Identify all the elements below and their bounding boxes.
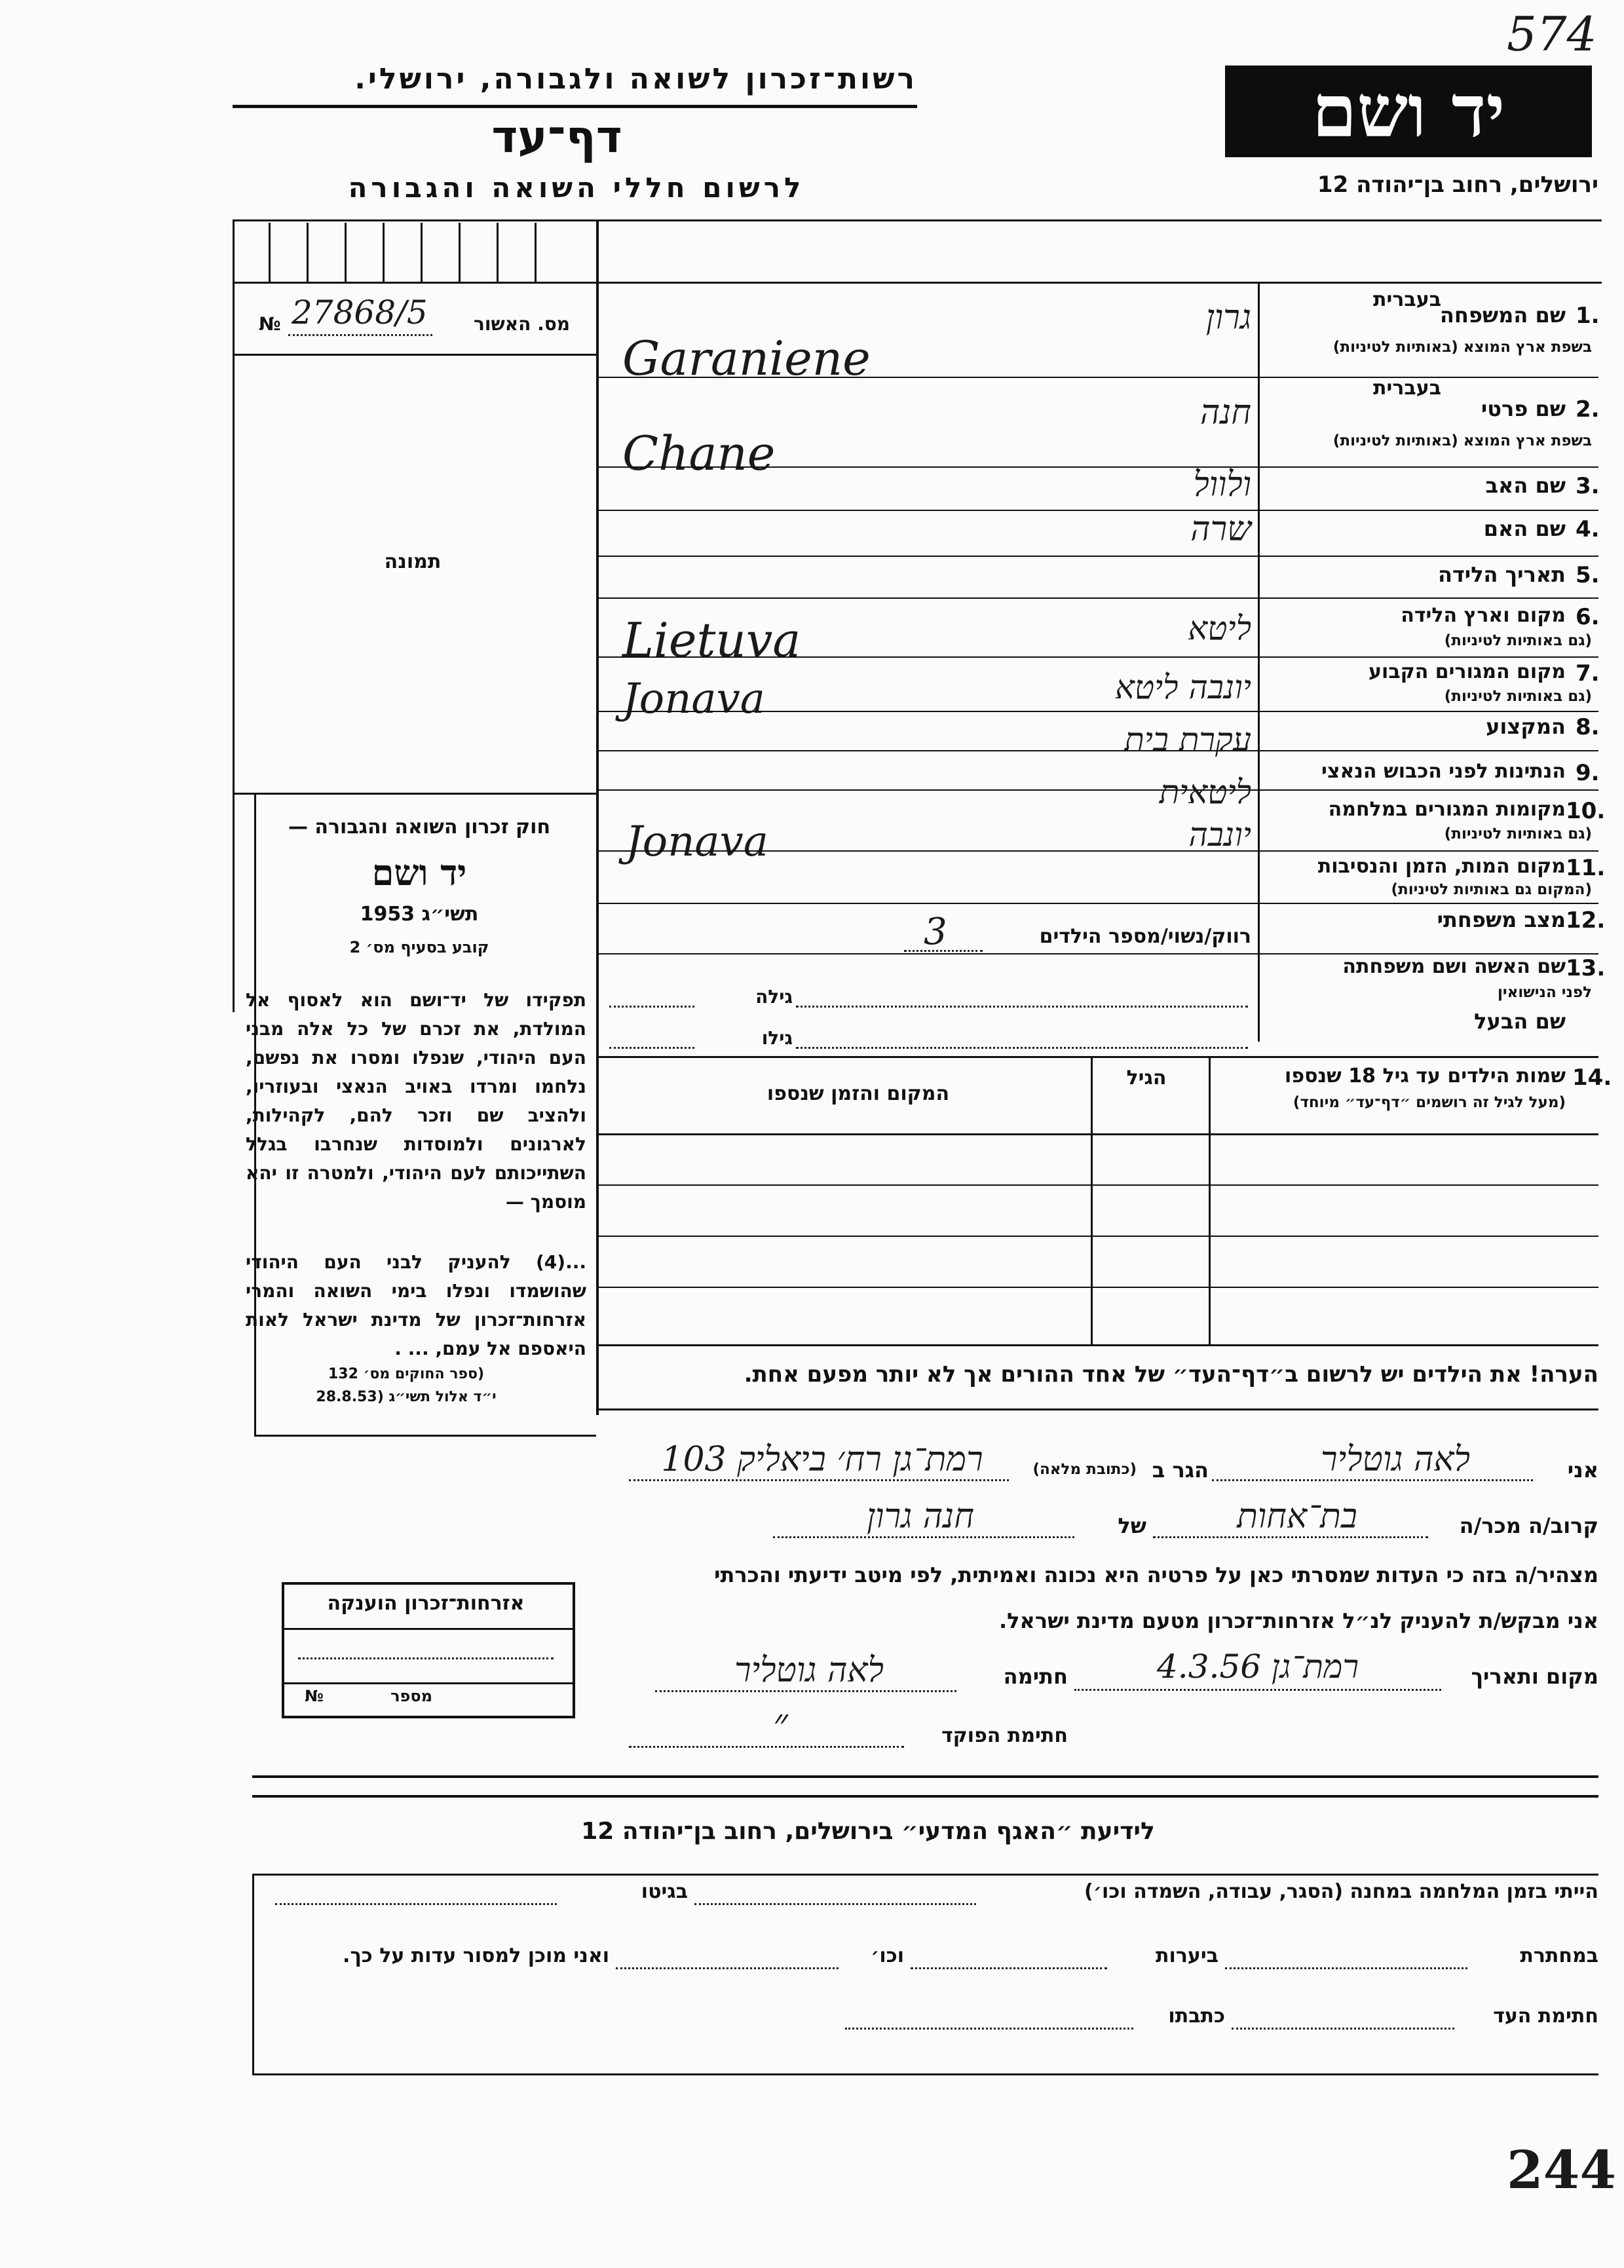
profession-label: המקצוע xyxy=(1486,714,1566,739)
husband-age-dotline xyxy=(609,1047,694,1049)
law-paragraph-1: תפקידו של יד־ושם הוא לאסוף אל המולדת, את זכרם של כל אלה מבני העם היהודי, שנפלו ומסרו את נפשם, נלחמו ומרדו באויב הנאצי ובעוזריו, ולהציב שם וזכר להם, לקהילות, לארגונים ולמוסדות שנחרבו בגלל השתייכותם לעם היהודי, ולמטרה זו יהא מוסמך — xyxy=(246,989,586,1213)
intel-line3-b-dotline xyxy=(845,2028,1133,2030)
children-row-rule xyxy=(596,1184,1598,1186)
decl-line1-mid: הגר ב xyxy=(1152,1458,1209,1483)
decl-officer-label: חתימת הפוקד xyxy=(941,1724,1068,1747)
citizenship-box-number-label: מספר xyxy=(390,1687,432,1705)
row-rule xyxy=(596,656,1598,658)
intel-title: לידיעת ״האגף המדעי״ בירושלים, רחוב בן־יהודה 12 xyxy=(581,1818,1155,1845)
note: הערה! את הילדים יש לרשום ב״דף־העד״ של אחד ההורים אך לא יותר מפעם אחת. xyxy=(744,1361,1598,1388)
row-rule xyxy=(596,377,1598,378)
citizenship-box-rule xyxy=(284,1628,573,1630)
field-num-7: 7. xyxy=(1576,660,1600,687)
husband-age-label: גילו xyxy=(761,1027,793,1049)
citizenship-box-no-mark: № xyxy=(305,1687,324,1705)
intel-line3-a: חתימת העד xyxy=(1493,2005,1598,2028)
intel-line1-b: בגיטו xyxy=(641,1880,688,1903)
intel-line2-b: ביערות xyxy=(1156,1944,1218,1967)
family-name-hebrew-value: גרון xyxy=(1205,298,1251,337)
decl-line1-label: אני xyxy=(1567,1458,1598,1483)
approval-box-line xyxy=(535,223,537,282)
residence-hebrew-value: יונבה ליטא xyxy=(1114,668,1251,706)
field-num-2: 2. xyxy=(1576,396,1600,423)
approval-box-line xyxy=(497,223,499,282)
given-name-label: שם פרטי xyxy=(1481,396,1566,421)
intel-bottom-rule xyxy=(252,2073,1598,2075)
children-row-rule xyxy=(596,1236,1598,1237)
field-num-13: 13. xyxy=(1566,955,1606,981)
field-num-5: 5. xyxy=(1576,562,1600,588)
decl-line4: אני מבקש/ת להעניק לנ״ל אזרחות־זכרון מטעם מדינת ישראל. xyxy=(999,1608,1598,1633)
intel-line2-b-dotline xyxy=(911,1967,1107,1969)
field-num-4: 4. xyxy=(1576,516,1600,542)
institution-line: רשות־זכרון לשואה ולגבורה, ירושלי. xyxy=(354,62,917,96)
wartime-residence-latin-value: Jonava xyxy=(626,818,768,866)
law-title: חוק זכרון השואה והגבורה — xyxy=(288,816,551,839)
note-rule xyxy=(596,1408,1598,1410)
children-header-rule xyxy=(596,1133,1598,1135)
field-num-10: 10. xyxy=(1566,798,1606,824)
intel-line2-c-dotline xyxy=(616,1967,839,1969)
intel-line2-d: ואני מוכן למסור עדות על כך. xyxy=(343,1944,609,1967)
given-name-latin-value: Chane xyxy=(622,426,776,481)
approval-value: 27868/5 xyxy=(292,293,428,331)
intel-line3-b: כתבתו xyxy=(1168,2005,1225,2028)
citizenship-label: הנתינות לפני הכבוש הנאצי xyxy=(1321,760,1566,783)
approval-dotline xyxy=(288,334,432,336)
wartime-residence-hebrew-value: יונבה xyxy=(1188,816,1251,854)
citizenship-box-dotline xyxy=(298,1657,554,1659)
law-box-bottom xyxy=(254,1435,596,1437)
approval-rule xyxy=(233,354,596,356)
children-bottom-rule xyxy=(596,1344,1598,1346)
intel-line2-c: וכו׳ xyxy=(871,1944,904,1967)
death-place-sub: (המקום גם באותיות לטיניות) xyxy=(1391,881,1592,898)
row-rule xyxy=(596,850,1598,852)
wife-age-label: גילה xyxy=(755,986,793,1008)
frame-top xyxy=(233,219,1602,221)
approval-box-line xyxy=(269,223,271,282)
children-col-age: הגיל xyxy=(1126,1067,1167,1089)
residence-label: מקום המגורים הקבוע xyxy=(1369,660,1566,683)
family-name-label: שם המשפחה xyxy=(1439,303,1566,328)
decl-line1-addr: רמת־גן רח׳ ביאליק 103 xyxy=(661,1440,983,1479)
marital-status-label: מצב משפחתי xyxy=(1437,907,1566,932)
law-box-left xyxy=(254,793,256,1435)
row-rule xyxy=(596,597,1598,599)
row-rule xyxy=(596,556,1598,557)
birth-place-latin-value: Lietuva xyxy=(622,613,801,668)
row-rule xyxy=(596,1056,1598,1058)
given-name-sub: בשפת ארץ המוצא (באותיות לטיניות) xyxy=(1332,432,1592,449)
marital-status-options: רווק/נשוי/מספר הילדים xyxy=(1039,925,1251,948)
approval-box-line xyxy=(459,223,461,282)
birth-place-hebrew-value: ליטא xyxy=(1188,609,1251,647)
wife-name-label: שם האשה ושם משפחתה xyxy=(1342,955,1566,978)
family-name-sub: בשפת ארץ המוצא (באותיות לטיניות) xyxy=(1332,339,1592,356)
children-col-line xyxy=(1091,1056,1093,1344)
children-table-title: שמות הילדים עד גיל 18 שנספו xyxy=(1285,1065,1566,1087)
decl-line1-addr-hint: (כתובת מלאה) xyxy=(1032,1461,1137,1478)
row-rule xyxy=(596,789,1598,791)
row-rule xyxy=(596,750,1598,751)
family-name-latin-value: Garaniene xyxy=(622,331,871,386)
page-number-top: 574 xyxy=(1507,7,1597,62)
section-rule xyxy=(252,1795,1598,1798)
children-row-rule xyxy=(596,1287,1598,1288)
mother-name-value: שרה xyxy=(1190,510,1251,549)
citizenship-box-title: אזרחות־זכרון הוענקה xyxy=(327,1592,525,1615)
approval-box-line xyxy=(383,223,385,282)
given-name-hebrew-value: חנה xyxy=(1199,393,1251,432)
wartime-residence-label: מקומות המגורים במלחמה xyxy=(1328,798,1566,821)
decl-place-date-value: רמת־גן 4.3.56 xyxy=(1156,1648,1359,1686)
field-num-3: 3. xyxy=(1576,473,1600,499)
decl-signature-dotline xyxy=(655,1690,956,1692)
field-num-6: 6. xyxy=(1576,604,1600,630)
children-col-line xyxy=(1209,1056,1211,1344)
residence-sub: (גם באותיות לטיניות) xyxy=(1444,688,1592,705)
approval-label: מס. האשור xyxy=(474,313,570,335)
intel-line1-a: הייתי בזמן המלחמה במחנה (הסגר, עבודה, השמדה וכו׳) xyxy=(1084,1880,1598,1903)
intel-line1-dotline xyxy=(694,1903,976,1905)
field-num-8: 8. xyxy=(1576,714,1600,740)
citizenship-box-rule xyxy=(284,1682,573,1684)
logo: יד ושם xyxy=(1225,66,1592,157)
husband-name-label: שם הבעל xyxy=(1474,1009,1566,1034)
birth-place-sub: (גם באותיות לטיניות) xyxy=(1444,632,1592,649)
profession-value: עקרת בית xyxy=(1124,721,1251,759)
row-rule xyxy=(596,953,1598,954)
birth-place-label: מקום וארץ הלידה xyxy=(1401,604,1566,627)
decl-line3: מצהיר/ה בזה כי העדות שמסרתי כאן על פרטיה היא נכונה ואמיתית, לפי מיטב ידיעתי והכרתי xyxy=(714,1562,1598,1587)
law-year: תשי״ג 1953 xyxy=(360,903,479,926)
citizenship-value: ליטאית xyxy=(1159,773,1251,811)
approval-no-mark: № xyxy=(259,313,281,335)
photo-rule xyxy=(233,793,596,795)
mother-name-label: שם האם xyxy=(1483,516,1566,541)
intel-line1-b-dotline xyxy=(275,1903,557,1905)
row-rule xyxy=(596,903,1598,904)
header-rule xyxy=(233,105,917,108)
approval-box-line xyxy=(345,223,347,282)
field-num-12: 12. xyxy=(1566,907,1606,934)
field-num-11: 11. xyxy=(1566,855,1606,881)
intel-top-rule xyxy=(252,1874,1598,1876)
birth-date-label: תאריך הלידה xyxy=(1437,562,1566,587)
husband-name-dotline xyxy=(796,1047,1248,1049)
decl-place-date-label: מקום ותאריך xyxy=(1471,1664,1598,1689)
frame-fields-divider xyxy=(1258,282,1260,1042)
given-name-hebrew-tag: בעברית xyxy=(1373,377,1441,400)
frame-top-2 xyxy=(233,282,1602,284)
intel-line2-a: במחתרת xyxy=(1520,1944,1598,1967)
residence-latin-value: Jonava xyxy=(622,675,765,723)
law-paragraph-2: ...(4) להעניק לבני העם היהודי שהושמדו ונפלו בימי השואה והמרי אזרחות־זכרון של מדינת ישראל לאות היאספם אל עמם, ... . xyxy=(246,1251,586,1359)
wife-age-dotline xyxy=(609,1006,694,1008)
approval-box-line xyxy=(307,223,309,282)
page-number-bottom: 244 xyxy=(1507,2139,1616,2201)
wartime-residence-sub: (גם באותיות לטיניות) xyxy=(1444,825,1592,842)
law-ref-2: י״ד אלול תשי״ג (28.8.53 xyxy=(316,1389,497,1405)
field-num-1: 1. xyxy=(1576,303,1600,329)
decl-signature-value: לאה גוטליר xyxy=(734,1651,884,1690)
form-subtitle: לרשום חללי השואה והגבורה xyxy=(348,172,805,204)
frame-left xyxy=(233,219,235,1012)
address: ירושלים, רחוב בן־יהודה 12 xyxy=(1317,172,1598,198)
section-rule xyxy=(252,1775,1598,1778)
row-rule xyxy=(596,711,1598,712)
decl-line2-label: קרוב/ה מכר/ה xyxy=(1459,1513,1598,1538)
death-place-label: מקום המות, הזמן והנסיבות xyxy=(1317,855,1566,878)
decl-line2-name: חנה גרון xyxy=(867,1497,974,1536)
father-name-value: ולוול xyxy=(1193,465,1251,504)
field-num-9: 9. xyxy=(1576,760,1600,786)
decl-line1-name-dotline xyxy=(1212,1479,1533,1481)
decl-line2-rel: בת־אחות xyxy=(1237,1497,1357,1536)
form-title: דף־עד xyxy=(491,111,622,163)
family-name-hebrew-tag: בעברית xyxy=(1373,288,1441,311)
wife-name-sub: לפני הנישואין xyxy=(1498,984,1592,1001)
decl-line1-addr-dotline xyxy=(629,1479,1009,1481)
decl-line2-of: של xyxy=(1118,1513,1146,1538)
decl-signature-label: חתימה xyxy=(1003,1664,1068,1689)
intel-line3-a-dotline xyxy=(1232,2028,1454,2030)
children-count-value: 3 xyxy=(924,911,947,953)
field-num-14: 14. xyxy=(1572,1065,1612,1091)
father-name-label: שם האב xyxy=(1485,473,1566,498)
decl-officer-dotline xyxy=(629,1746,904,1748)
intel-left-rule xyxy=(252,1874,254,2073)
law-clause: קובע בסעיף מס׳ 2 xyxy=(349,938,489,956)
decl-line2-name-dotline xyxy=(773,1536,1074,1538)
children-count-dotline xyxy=(904,950,983,952)
children-col-place: המקום והזמן שנספו xyxy=(766,1082,950,1105)
children-table-subtitle: (מעל לגיל זה רושמים ״דף־עד״ מיוחד) xyxy=(1293,1094,1566,1111)
decl-line1-name: לאה גוטליר xyxy=(1321,1440,1470,1479)
decl-line2-rel-dotline xyxy=(1153,1536,1428,1538)
law-ref-1: (ספר החוקים מס׳ 132 xyxy=(328,1366,485,1382)
photo-label: תמונה xyxy=(384,550,442,573)
decl-officer-value: ״ xyxy=(773,1700,788,1746)
law-name: יד ושם xyxy=(371,852,467,894)
intel-line2-a-dotline xyxy=(1225,1967,1467,1969)
wife-name-dotline xyxy=(796,1006,1248,1008)
approval-box-line xyxy=(421,223,423,282)
decl-place-date-dotline xyxy=(1074,1689,1441,1691)
